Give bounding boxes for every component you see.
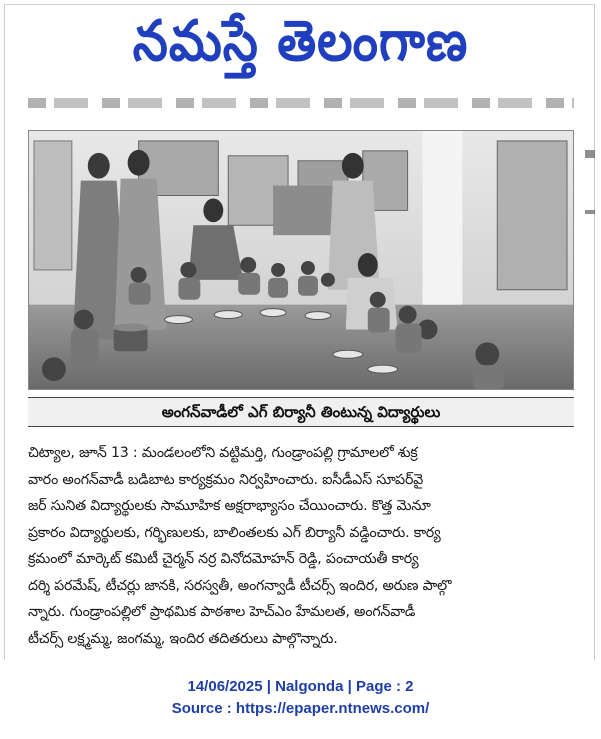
- news-photo: [28, 130, 574, 390]
- article-line: ప్రకారం విద్యార్థులకు, గర్భిణులకు, బాలింతలకు ఎగ్ బిర్యానీ వడ్డించారు. కార్య: [28, 524, 441, 541]
- article-line: టీచర్స్ లక్ష్మమ్మ, జంగమ్మ, ఇందిర తదితరులు పాల్గొన్నారు.: [28, 630, 338, 647]
- article-line: న్నారు. గుండ్రాంపల్లిలో ప్రాథమిక పాఠశాల హెచ్‌ఎం హేమలత, అంగన్‌వాడీ: [28, 604, 416, 620]
- source-footer: [0, 676, 601, 720]
- edition-info: 14/06/2025 | Nalgonda | Page : 2: [187, 678, 414, 695]
- photo-caption-bar: [28, 397, 574, 427]
- newspaper-masthead: [0, 6, 601, 78]
- adjacent-column-edge: [585, 150, 595, 510]
- photo-image: [29, 131, 573, 389]
- photo-caption: అంగన్‌వాడీలో ఎగ్ బిర్యానీ తింటున్న విద్యార్థులు: [161, 403, 441, 421]
- cut-text-strip: [28, 98, 574, 108]
- masthead-title: నమస్తే తెలంగాణ: [132, 8, 469, 74]
- article-line: క్రమంలో మార్కెట్ కమిటీ చైర్మన్ నర్ర వినోదమోహన్ రెడ్డి, పంచాయతీ కార్య: [28, 551, 419, 567]
- source-link[interactable]: Source : https://epaper.ntnews.com/: [171, 700, 430, 717]
- article-line: వారం అంగన్‌వాడీ బడిబాట కార్యక్రమం నిర్వహించారు. ఐసీడీఎస్ సూపర్‌వై: [28, 471, 424, 488]
- article-line: జర్ సునిత విద్యార్థులకు సామూహిక అక్షరాభ్యాసం చేయించారు. కొత్త మెనూ: [28, 498, 431, 514]
- article-line: దర్శి పరమేష్, టీచర్లు జానకి, సరస్వతీ, అంగన్వాడీ టీచర్స్ ఇందిర, అరుణ పాల్గొ: [28, 577, 452, 594]
- article-line: చిట్యాల, జూన్ 13 : మండలంలోని వట్టిమర్తి, గుండ్రాంపల్లి గ్రామాలలో శుక్ర: [28, 445, 418, 461]
- article-body: [28, 440, 574, 652]
